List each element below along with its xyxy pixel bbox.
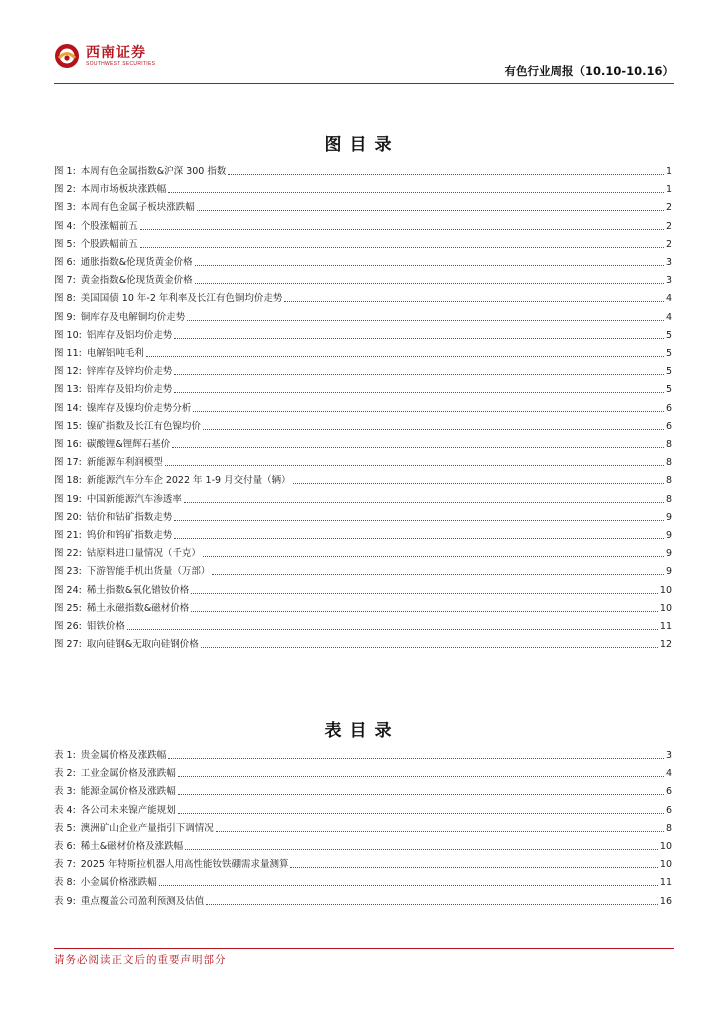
toc-entry-page: 1 (665, 184, 672, 196)
figures-toc-title: 图目录 (324, 135, 400, 155)
toc-entry-title: 个股涨幅前五 (80, 220, 138, 232)
toc-entry-page: 3 (665, 275, 672, 287)
toc-entry-title: 稀土&磁材价格及涨跌幅 (80, 841, 184, 852)
toc-entry-page: 4 (665, 311, 672, 323)
logo-chinese-name: 西南证券 (86, 44, 146, 61)
toc-entry-page: 16 (659, 895, 672, 907)
toc-dot-leader (159, 885, 658, 886)
toc-entry-number: 图 23: (54, 566, 82, 578)
toc-entry[interactable] (54, 397, 672, 415)
toc-entry[interactable] (54, 597, 672, 615)
toc-dot-leader (187, 320, 664, 321)
toc-dot-leader (174, 338, 664, 339)
toc-entry-title: 钨价和钨矿指数走势 (86, 530, 173, 541)
toc-entry-number: 图 22: (54, 548, 82, 560)
toc-entry-number: 表 3: (54, 786, 76, 798)
toc-entry-title: 2025 年特斯拉机器人用高性能钕铁硼需求量测算 (80, 859, 289, 871)
toc-entry-title: 取向硅钢&无取向硅钢价格 (86, 639, 199, 651)
toc-entry-number: 表 1: (54, 750, 76, 761)
toc-entry-title: 锌库存及锌均价走势 (86, 366, 173, 378)
toc-dot-leader (174, 520, 664, 521)
toc-dot-leader (290, 867, 657, 868)
toc-entry-page: 2 (665, 238, 672, 250)
toc-entry-number: 图 20: (54, 511, 82, 523)
toc-dot-leader (197, 210, 664, 211)
toc-entry-number: 图 26: (54, 621, 82, 632)
toc-entry-page: 8 (665, 457, 672, 469)
toc-entry-page: 3 (665, 257, 672, 268)
toc-entry[interactable] (54, 178, 672, 196)
toc-entry-number: 图 1: (54, 166, 76, 177)
logo-english-name: SOUTHWEST SECURITIES (86, 60, 156, 67)
toc-entry[interactable] (54, 579, 672, 597)
toc-entry-number: 图 9: (54, 311, 76, 323)
toc-entry-number: 图 10: (54, 329, 82, 341)
toc-entry-title: 通胀指数&伦现货黄金价格 (80, 257, 193, 268)
toc-entry-page: 6 (665, 402, 672, 414)
toc-entry-page: 6 (665, 804, 672, 816)
toc-entry-title: 稀土永磁指数&磁材价格 (86, 602, 190, 614)
toc-entry[interactable] (54, 160, 672, 178)
toc-entry-number: 图 7: (54, 275, 76, 287)
toc-entry-number: 图 27: (54, 639, 82, 651)
toc-entry[interactable] (54, 269, 672, 287)
toc-entry-number: 图 21: (54, 530, 82, 541)
toc-entry-number: 图 16: (54, 439, 82, 450)
toc-entry-title: 重点覆盖公司盈利预测及估值 (80, 895, 205, 907)
toc-entry-number: 图 2: (54, 184, 76, 196)
toc-entry[interactable] (54, 890, 672, 908)
toc-entry-page: 1 (665, 166, 672, 177)
toc-entry[interactable] (54, 835, 672, 853)
toc-entry[interactable] (54, 542, 672, 560)
toc-entry[interactable] (54, 451, 672, 469)
company-logo (54, 43, 155, 69)
toc-entry[interactable] (54, 196, 672, 214)
toc-dot-leader (191, 611, 658, 612)
toc-entry[interactable] (54, 817, 672, 835)
toc-entry[interactable] (54, 488, 672, 506)
toc-dot-leader (212, 574, 664, 575)
toc-entry[interactable] (54, 780, 672, 798)
toc-entry-title: 本周有色金属子板块涨跌幅 (80, 202, 195, 214)
toc-entry-page: 5 (665, 366, 672, 378)
toc-dot-leader (168, 192, 664, 193)
toc-entry-title: 碳酸锂&锂辉石基价 (86, 439, 171, 450)
toc-entry[interactable] (54, 799, 672, 817)
toc-entry[interactable] (54, 506, 672, 524)
toc-entry-page: 8 (665, 475, 672, 487)
toc-entry-number: 图 13: (54, 384, 82, 396)
toc-dot-leader (293, 483, 664, 484)
toc-dot-leader (184, 502, 664, 503)
toc-dot-leader (201, 647, 658, 648)
toc-entry-page: 9 (665, 530, 672, 541)
toc-entry-number: 图 3: (54, 202, 76, 214)
toc-entry[interactable] (54, 360, 672, 378)
toc-entry-number: 表 8: (54, 877, 76, 889)
toc-dot-leader (168, 758, 664, 759)
toc-entry-number: 表 4: (54, 804, 76, 816)
toc-entry[interactable] (54, 560, 672, 578)
toc-entry[interactable] (54, 633, 672, 651)
toc-entry[interactable] (54, 378, 672, 396)
toc-entry[interactable] (54, 215, 672, 233)
toc-entry-title: 本周有色金属指数&沪深 300 指数 (80, 166, 227, 177)
toc-entry-number: 表 7: (54, 859, 76, 871)
toc-entry-title: 铝库存及铝均价走势 (86, 329, 173, 341)
toc-entry-number: 图 8: (54, 293, 76, 305)
toc-entry[interactable] (54, 853, 672, 871)
toc-entry-title: 下游智能手机出货量（万部） (86, 566, 211, 578)
report-title: 有色行业周报（10.10-10.16） (504, 64, 674, 78)
toc-entry[interactable] (54, 744, 672, 762)
toc-entry-page: 9 (665, 511, 672, 523)
toc-dot-leader (174, 374, 664, 375)
toc-dot-leader (178, 794, 664, 795)
footer-divider (54, 948, 674, 949)
toc-entry-number: 图 15: (54, 420, 82, 432)
toc-entry-number: 图 24: (54, 584, 82, 596)
toc-dot-leader (174, 538, 664, 539)
toc-entry-page: 9 (665, 566, 672, 578)
toc-entry[interactable] (54, 342, 672, 360)
toc-entry-number: 图 11: (54, 348, 82, 359)
toc-entry[interactable] (54, 762, 672, 780)
toc-entry-page: 4 (665, 768, 672, 780)
toc-entry-title: 美国国债 10 年-2 年利率及长江有色铜均价走势 (80, 293, 283, 305)
toc-entry-title: 新能源汽车分车企 2022 年 1-9 月交付量（辆） (86, 475, 291, 487)
toc-entry-page: 4 (665, 293, 672, 305)
toc-entry-number: 图 5: (54, 238, 76, 250)
toc-entry-number: 表 5: (54, 822, 76, 834)
toc-entry[interactable] (54, 871, 672, 889)
toc-dot-leader (195, 265, 664, 266)
toc-entry-number: 图 17: (54, 457, 82, 469)
toc-entry-number: 表 6: (54, 841, 76, 852)
toc-entry-number: 表 9: (54, 895, 76, 907)
toc-dot-leader (195, 283, 664, 284)
toc-entry-page: 10 (659, 841, 672, 852)
toc-dot-leader (203, 429, 664, 430)
toc-entry[interactable] (54, 415, 672, 433)
toc-entry-page: 6 (665, 420, 672, 432)
toc-entry-page: 5 (665, 348, 672, 359)
toc-dot-leader (140, 247, 664, 248)
toc-entry-page: 5 (665, 384, 672, 396)
toc-entry-title: 稀土指数&氧化镨钕价格 (86, 584, 190, 596)
toc-entry-page: 8 (665, 493, 672, 505)
toc-entry-page: 2 (665, 202, 672, 214)
toc-dot-leader (203, 556, 664, 557)
toc-entry-title: 钼铁价格 (86, 621, 125, 632)
toc-entry-page: 9 (665, 548, 672, 560)
toc-entry-page: 10 (659, 602, 672, 614)
toc-entry-title: 镍矿指数及长江有色镍均价 (86, 420, 201, 432)
toc-dot-leader (174, 392, 664, 393)
toc-entry[interactable] (54, 287, 672, 305)
toc-entry-number: 图 25: (54, 602, 82, 614)
toc-dot-leader (127, 629, 658, 630)
toc-entry-page: 12 (659, 639, 672, 651)
toc-entry-number: 图 14: (54, 402, 82, 414)
toc-entry-title: 本周市场板块涨跌幅 (80, 184, 167, 196)
toc-entry-page: 8 (665, 439, 672, 450)
toc-entry-title: 电解铝吨毛利 (86, 348, 144, 359)
toc-entry-page: 10 (659, 859, 672, 871)
toc-entry-title: 个股跌幅前五 (80, 238, 138, 250)
toc-dot-leader (206, 904, 658, 905)
toc-entry-page: 8 (665, 822, 672, 834)
toc-entry-page: 5 (665, 329, 672, 341)
toc-entry-number: 图 12: (54, 366, 82, 378)
toc-dot-leader (165, 465, 664, 466)
toc-dot-leader (140, 229, 664, 230)
toc-entry-title: 各公司未来镍产能规划 (80, 804, 176, 816)
logo-icon (54, 43, 80, 69)
toc-entry[interactable] (54, 251, 672, 269)
toc-entry[interactable] (54, 433, 672, 451)
toc-dot-leader (185, 849, 658, 850)
toc-entry-title: 小金属价格涨跌幅 (80, 877, 157, 889)
toc-entry-title: 铅库存及铅均价走势 (86, 384, 173, 396)
toc-dot-leader (191, 593, 658, 594)
toc-dot-leader (228, 174, 664, 175)
toc-entry-title: 钴价和钴矿指数走势 (86, 511, 173, 523)
toc-entry-number: 图 19: (54, 493, 82, 505)
footer-disclaimer: 请务必阅读正文后的重要声明部分 (54, 954, 227, 966)
toc-entry-title: 工业金属价格及涨跌幅 (80, 768, 176, 780)
toc-entry-number: 表 2: (54, 768, 76, 780)
toc-entry-title: 澳洲矿山企业产量指引下调情况 (80, 822, 214, 834)
toc-entry[interactable] (54, 324, 672, 342)
toc-entry[interactable] (54, 233, 672, 251)
toc-entry-title: 新能源车利润模型 (86, 457, 163, 469)
tables-toc-title: 表目录 (324, 721, 400, 741)
toc-entry-title: 钴原料进口量情况（千克） (86, 548, 201, 560)
toc-entry[interactable] (54, 615, 672, 633)
toc-dot-leader (284, 301, 664, 302)
toc-dot-leader (178, 776, 664, 777)
toc-entry[interactable] (54, 469, 672, 487)
toc-entry-number: 图 6: (54, 257, 76, 268)
toc-entry-page: 2 (665, 220, 672, 232)
toc-entry-number: 图 4: (54, 220, 76, 232)
toc-entry-page: 3 (665, 750, 672, 761)
toc-entry-title: 能源金属价格及涨跌幅 (80, 786, 176, 798)
toc-entry-title: 黄金指数&伦现货黄金价格 (80, 275, 193, 287)
toc-entry-page: 11 (659, 877, 672, 889)
toc-entry[interactable] (54, 306, 672, 324)
page-header (54, 43, 674, 83)
toc-dot-leader (172, 447, 664, 448)
toc-dot-leader (178, 813, 664, 814)
toc-entry-page: 10 (659, 584, 672, 596)
toc-entry-title: 贵金属价格及涨跌幅 (80, 750, 167, 761)
toc-entry-title: 镍库存及镍均价走势分析 (86, 402, 192, 414)
toc-entry[interactable] (54, 524, 672, 542)
toc-entry-title: 铜库存及电解铜均价走势 (80, 311, 186, 323)
toc-entry-page: 11 (659, 621, 672, 632)
toc-dot-leader (193, 411, 664, 412)
toc-entry-number: 图 18: (54, 475, 82, 487)
toc-dot-leader (146, 356, 664, 357)
header-divider (54, 83, 674, 84)
toc-dot-leader (216, 831, 664, 832)
toc-entry-page: 6 (665, 786, 672, 798)
toc-entry-title: 中国新能源汽车渗透率 (86, 493, 182, 505)
